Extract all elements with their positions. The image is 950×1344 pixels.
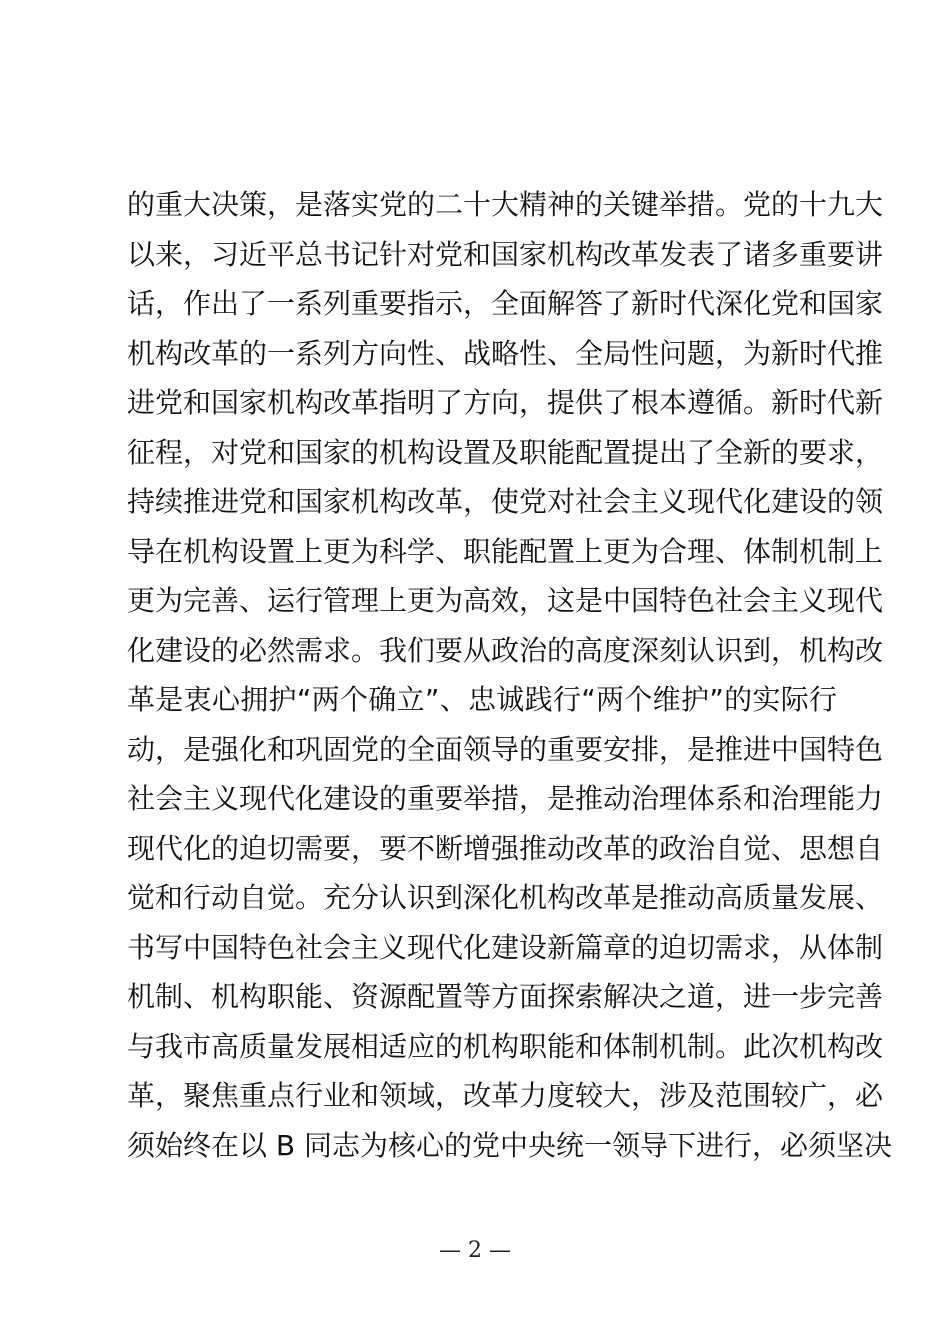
text-line: 书写中国特色社会主义现代化建设新篇章的迫切需求，从体制 [127, 930, 884, 964]
text-line: 革是衷心拥护“两个确立”、忠诚践行“两个维护”的实际行 [127, 683, 837, 716]
text-line: 觉和行动自觉。充分认识到深化机构改革是推动高质量发展、 [127, 881, 884, 914]
text-line: 动，是强化和巩固党的全面领导的重要安排，是推进中国特色 [127, 732, 884, 766]
text-line: 化建设的必然需求。我们要从政治的高度深刻认识到，机构改 [127, 633, 884, 667]
text-line: 机构改革的一系列方向性、战略性、全局性问题，为新时代推 [127, 336, 884, 370]
text-line: 持续推进党和国家机构改革，使党对社会主义现代化建设的领 [127, 485, 884, 518]
text-line: 导在机构设置上更为科学、职能配置上更为合理、体制机制上 [127, 534, 884, 568]
text-line: 更为完善、运行管理上更为高效，这是中国特色社会主义现代 [127, 584, 884, 617]
text-line: 以来，习近平总书记针对党和国家机构改革发表了诸多重要讲 [127, 237, 884, 271]
text-line: 社会主义现代化建设的重要举措，是推动治理体系和治理能力 [127, 782, 884, 815]
text-line: 的重大决策，是落实党的二十大精神的关键举措。党的十九大 [127, 188, 884, 221]
text-line: 征程，对党和国家的机构设置及职能配置提出了全新的要求， [127, 435, 884, 469]
text-line: 须始终在以 B 同志为核心的党中央统一领导下进行，必须坚决 [127, 1128, 893, 1162]
text-line: 现代化的迫切需要，要不断增强推动改革的政治自觉、思想自 [127, 831, 884, 865]
body-paragraph [127, 180, 893, 1170]
text-line: 与我市高质量发展相适应的机构职能和体制机制。此次机构改 [127, 1029, 884, 1063]
text-line: 革，聚焦重点行业和领域，改革力度较大，涉及范围较广，必 [127, 1079, 884, 1112]
text-line: 话，作出了一系列重要指示，全面解答了新时代深化党和国家 [127, 287, 884, 320]
text-line: 机制、机构职能、资源配置等方面探索解决之道，进一步完善 [127, 980, 884, 1013]
page-number: — 2 — [439, 1238, 511, 1263]
text-line: 进党和国家机构改革指明了方向，提供了根本遵循。新时代新 [127, 386, 884, 419]
